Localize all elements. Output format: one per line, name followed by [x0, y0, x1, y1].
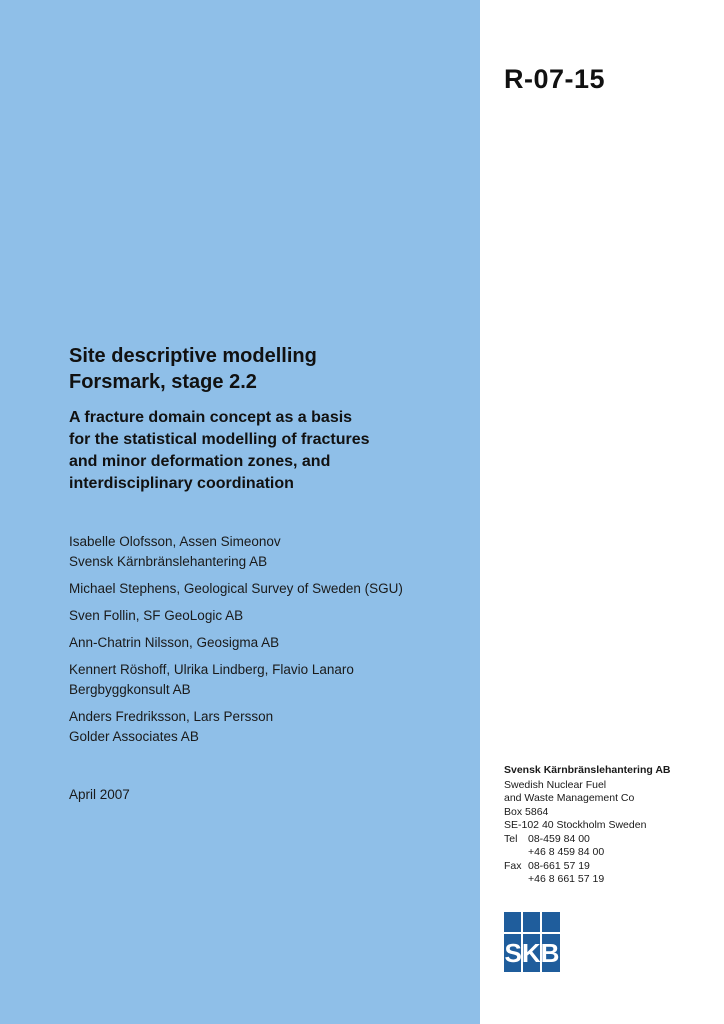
author-names: Ann-Chatrin Nilsson, Geosigma AB — [69, 635, 280, 650]
author-group — [69, 633, 469, 653]
author-group — [69, 660, 469, 700]
fax-number: 08-661 57 19 — [528, 859, 590, 872]
author-group — [69, 532, 469, 572]
fax-label: Fax — [504, 859, 522, 872]
title-line: Site descriptive modelling — [69, 345, 317, 367]
subtitle-line: A fracture domain concept as a basis — [69, 409, 353, 426]
publisher-line: and Waste Management Co — [504, 792, 635, 804]
author-names: Michael Stephens, Geological Survey of Sweden (SGU) — [69, 581, 403, 596]
subtitle-line: and minor deformation zones, and — [69, 453, 331, 470]
author-group — [69, 579, 469, 599]
logo-text: SKB — [504, 938, 560, 968]
publisher-fax — [504, 860, 714, 874]
author-affiliation: Bergbyggkonsult AB — [69, 682, 191, 697]
title-line: Forsmark, stage 2.2 — [69, 371, 257, 393]
publisher-tel — [504, 833, 714, 847]
report-number: R-07-15 — [504, 64, 606, 94]
tel-label: Tel — [504, 832, 518, 845]
author-group — [69, 707, 469, 747]
author-names: Isabelle Olofsson, Assen Simeonov — [69, 534, 281, 549]
author-affiliation: Svensk Kärnbränslehantering AB — [69, 554, 268, 569]
author-names: Sven Follin, SF GeoLogic AB — [69, 608, 244, 623]
report-subtitle — [69, 407, 469, 495]
author-list — [69, 532, 469, 754]
publisher-line: Box 5864 — [504, 805, 549, 818]
tel-number-intl: +46 8 459 84 00 — [528, 846, 605, 858]
author-names: Kennert Röshoff, Ulrika Lindberg, Flavio Lanaro — [69, 662, 354, 677]
publisher-name: Svensk Kärnbränslehantering AB — [504, 764, 671, 776]
report-title — [69, 343, 469, 395]
author-group — [69, 606, 469, 626]
publisher-block — [504, 764, 714, 887]
author-names: Anders Fredriksson, Lars Persson — [69, 709, 274, 724]
skb-logo-icon — [504, 912, 560, 972]
tel-number: 08-459 84 00 — [528, 832, 590, 845]
subtitle-line: interdisciplinary coordination — [69, 475, 294, 492]
publisher-line: Swedish Nuclear Fuel — [504, 778, 607, 791]
publication-date: April 2007 — [69, 787, 130, 802]
skb-logo — [504, 912, 560, 972]
publisher-line: SE-102 40 Stockholm Sweden — [504, 819, 647, 831]
fax-number-intl: +46 8 661 57 19 — [528, 873, 605, 885]
author-affiliation: Golder Associates AB — [69, 729, 199, 744]
subtitle-line: for the statistical modelling of fractures — [69, 431, 370, 448]
